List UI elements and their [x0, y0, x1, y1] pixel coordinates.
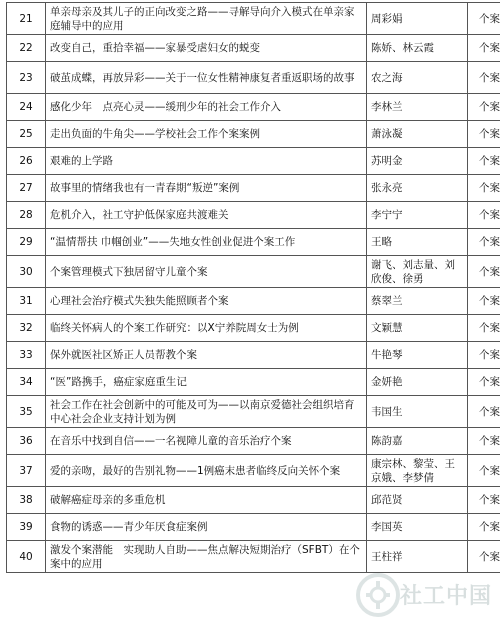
case-author: 牛艳琴 [367, 342, 468, 369]
table-row [7, 3, 500, 35]
table-row [7, 202, 500, 229]
case-type: 个案 [468, 396, 500, 428]
case-type: 个案 [468, 148, 500, 175]
table-row [7, 229, 500, 256]
case-author: 邱范贤 [367, 487, 468, 514]
case-type: 个案 [468, 455, 500, 487]
row-number: 21 [7, 3, 46, 35]
case-author: 文颖慧 [367, 315, 468, 342]
case-title: 激发个案潜能 实现助人自助——焦点解决短期治疗（SFBT）在个案中的应用 [46, 541, 367, 573]
row-number: 40 [7, 541, 46, 573]
table-row [7, 487, 500, 514]
row-number: 37 [7, 455, 46, 487]
case-author: 陈娇、林云霞 [367, 35, 468, 62]
table-row [7, 148, 500, 175]
case-author: 周彩娟 [367, 3, 468, 35]
case-author: 农之海 [367, 62, 468, 94]
case-type: 个案 [468, 541, 500, 573]
case-type: 个案 [468, 229, 500, 256]
case-title: 心理社会治疗模式失独失能照顾者个案 [46, 288, 367, 315]
case-title: 破解癌症母亲的多重危机 [46, 487, 367, 514]
table-row [7, 455, 500, 487]
case-title: “温情帮扶 巾帼创业”——失地女性创业促进个案工作 [46, 229, 367, 256]
row-number: 30 [7, 256, 46, 288]
case-type: 个案 [468, 35, 500, 62]
case-title: “医”路携手，癌症家庭重生记 [46, 369, 367, 396]
case-title: 保外就医社区矫正人员帮教个案 [46, 342, 367, 369]
case-author: 谢飞、刘志量、刘欣俊、徐勇 [367, 256, 468, 288]
table-row [7, 541, 500, 573]
case-title: 故事里的情绪我也有一青春期“叛逆”案例 [46, 175, 367, 202]
case-author: 蔡翠兰 [367, 288, 468, 315]
case-type: 个案 [468, 428, 500, 455]
case-type: 个案 [468, 121, 500, 148]
case-title: 社会工作在社会创新中的可能及可为——以南京爱德社会组织培育中心社会企业支持计划为例 [46, 396, 367, 428]
table-row [7, 369, 500, 396]
watermark-logo-icon [354, 571, 402, 619]
row-number: 27 [7, 175, 46, 202]
row-number: 24 [7, 94, 46, 121]
case-author: 王略 [367, 229, 468, 256]
case-title: 单亲母亲及其儿子的正向改变之路——寻解导向介入模式在单亲家庭辅导中的应用 [46, 3, 367, 35]
row-number: 23 [7, 62, 46, 94]
watermark-text: 社工中国 [400, 584, 493, 609]
row-number: 39 [7, 514, 46, 541]
table-row [7, 94, 500, 121]
row-number: 25 [7, 121, 46, 148]
table-row [7, 288, 500, 315]
case-title: 临终关怀病人的个案工作研究：以X宁养院周女士为例 [46, 315, 367, 342]
case-title: 破茧成蝶，再放异彩——关于一位女性精神康复者重返职场的故事 [46, 62, 367, 94]
table-row [7, 514, 500, 541]
case-author: 金妍艳 [367, 369, 468, 396]
case-type: 个案 [468, 487, 500, 514]
case-type: 个案 [468, 256, 500, 288]
case-author: 李宁宁 [367, 202, 468, 229]
case-list-table [6, 2, 500, 573]
case-title: 艰难的上学路 [46, 148, 367, 175]
row-number: 34 [7, 369, 46, 396]
case-author: 萧泳凝 [367, 121, 468, 148]
case-type: 个案 [468, 342, 500, 369]
table-row [7, 35, 500, 62]
case-title: 食物的诱惑——青少年厌食症案例 [46, 514, 367, 541]
case-author: 张永亮 [367, 175, 468, 202]
table-row [7, 175, 500, 202]
case-author: 王柱祥 [367, 541, 468, 573]
table-row [7, 428, 500, 455]
case-title: 改变自己，重拾幸福——家暴受虐妇女的蜕变 [46, 35, 367, 62]
table-row [7, 396, 500, 428]
case-type: 个案 [468, 202, 500, 229]
case-type: 个案 [468, 288, 500, 315]
row-number: 32 [7, 315, 46, 342]
case-type: 个案 [468, 514, 500, 541]
case-type: 个案 [468, 315, 500, 342]
case-type: 个案 [468, 369, 500, 396]
table-row [7, 62, 500, 94]
case-title: 危机介入，社工守护低保家庭共渡难关 [46, 202, 367, 229]
case-type: 个案 [468, 175, 500, 202]
case-type: 个案 [468, 62, 500, 94]
case-author: 康宗林、黎莹、王京娥、李梦倩 [367, 455, 468, 487]
table-row [7, 315, 500, 342]
case-title: 爱的亲吻，最好的告别礼物——1例癌末患者临终反向关怀个案 [46, 455, 367, 487]
row-number: 28 [7, 202, 46, 229]
case-title: 走出负面的牛角尖——学校社会工作个案案例 [46, 121, 367, 148]
case-author: 韦国生 [367, 396, 468, 428]
case-type: 个案 [468, 3, 500, 35]
row-number: 31 [7, 288, 46, 315]
case-type: 个案 [468, 94, 500, 121]
row-number: 22 [7, 35, 46, 62]
table-body [7, 3, 500, 573]
case-title: 感化少年 点亮心灵——缓刑少年的社会工作介入 [46, 94, 367, 121]
case-author: 李国英 [367, 514, 468, 541]
case-author: 苏明金 [367, 148, 468, 175]
case-author: 陈韵嘉 [367, 428, 468, 455]
table-row [7, 121, 500, 148]
row-number: 35 [7, 396, 46, 428]
row-number: 33 [7, 342, 46, 369]
row-number: 36 [7, 428, 46, 455]
case-title: 在音乐中找到自信——一名视障儿童的音乐治疗个案 [46, 428, 367, 455]
table-row [7, 256, 500, 288]
row-number: 26 [7, 148, 46, 175]
row-number: 29 [7, 229, 46, 256]
case-title: 个案管理模式下独居留守儿童个案 [46, 256, 367, 288]
site-watermark [354, 571, 494, 619]
row-number: 38 [7, 487, 46, 514]
case-author: 李林兰 [367, 94, 468, 121]
table-row [7, 342, 500, 369]
